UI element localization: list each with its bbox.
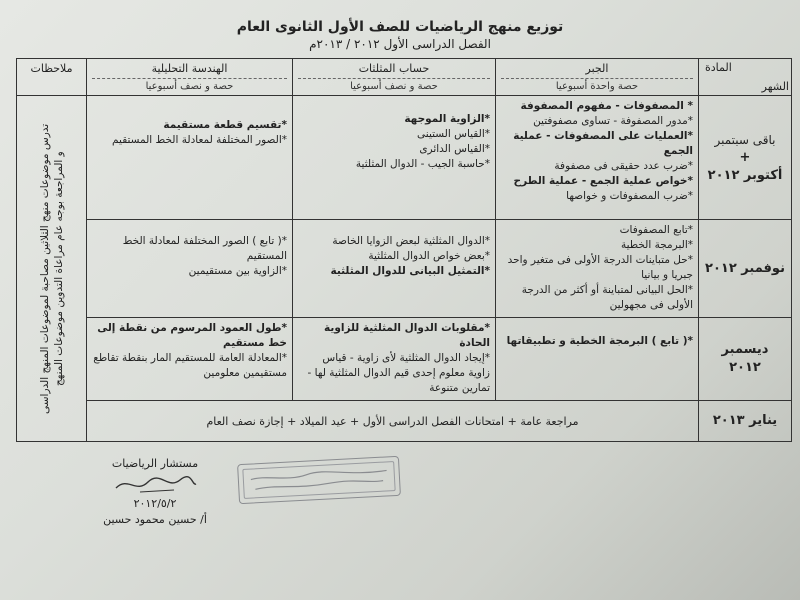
notes-line: و المراجعة بوجه عام مراعاة التدوين موضوعات المنهج xyxy=(52,151,65,387)
month-cell xyxy=(699,96,792,220)
notes-header-label: ملاحظات xyxy=(30,62,73,75)
topic-item: *الحل البيانى لمتباينة أو أكثر من الدرجة الأولى فى مجهولين xyxy=(521,284,693,312)
geometry-periods: حصة و نصف أسبوعيا xyxy=(92,78,287,92)
curriculum-table xyxy=(16,58,792,442)
month-cell xyxy=(699,401,792,442)
algebra-header-label: الجبر xyxy=(585,62,609,75)
algebra-cell xyxy=(496,318,699,401)
algebra-cell xyxy=(496,96,699,220)
signature-date: ٢٠١٢/٥/٢ xyxy=(133,497,177,510)
month-label: ديسمبر ٢٠١٢ xyxy=(721,342,769,376)
topic-item: *تابع المصفوفات xyxy=(619,224,693,237)
month-cell xyxy=(699,318,792,401)
month-label: نوفمبر ٢٠١٢ xyxy=(705,260,785,276)
topic-item: *مقلوبات الدوال المثلثية للزاوية الحادة xyxy=(324,322,490,350)
official-stamp-icon xyxy=(237,456,401,504)
signature-scribble-icon xyxy=(110,472,200,496)
final-row-text: مراجعة عامة + امتحانات الفصل الدراسى الأول + عيد الميلاد + إجازة نصف العام xyxy=(87,401,699,442)
title-block xyxy=(220,18,580,52)
month-label: باقى سبتمبر xyxy=(714,132,776,147)
topic-item: *( تابع ) الصور المختلفة لمعادلة الخط المستقيم xyxy=(122,235,287,263)
notes-cell xyxy=(17,96,87,442)
topic-item: *البرمجة الخطية xyxy=(620,239,693,252)
topic-item: *بعض خواص الدوال المثلثية xyxy=(368,250,490,263)
notes-line: تدرس موضوعات منهج الثلاثين مصاحبة لموضوعات المنهج الدراسى xyxy=(38,123,51,414)
table-row-sep-oct xyxy=(17,96,792,220)
signature-name: أ/ حسين محمود حسين xyxy=(103,513,207,526)
topic-item: *القياس الستينى xyxy=(417,128,490,141)
trig-periods: حصة و نصف أسبوعيا xyxy=(298,78,490,92)
topic-item: *المعادلة العامة للمستقيم المار بنقطة تقاطع مستقيمين معلومين xyxy=(93,352,287,380)
geometry-cell xyxy=(87,220,293,318)
topic-item: *التمثيل البيانى للدوال المثلثية xyxy=(330,265,490,278)
topic-item: *الزاوية بين مستقيمين xyxy=(188,265,287,278)
geometry-cell xyxy=(87,318,293,401)
month-label: أكتوبر ٢٠١٢ xyxy=(707,167,783,183)
topic-item: *طول العمود المرسوم من نقطة إلى خط مستقيم xyxy=(97,322,287,350)
topic-item: *ضرب عدد حقيقى فى مصفوفة xyxy=(554,160,693,173)
topic-item: *الزاوية الموجهة xyxy=(404,113,490,126)
topic-item: *الصور المختلفة لمعادلة الخط المستقيم xyxy=(112,134,287,147)
topic-item: *خواص عملية الجمع - عملية الطرح xyxy=(513,175,693,188)
trig-header-label: حساب المثلثات xyxy=(358,62,430,75)
topic-item: *حاسبة الجيب - الدوال المثلثية xyxy=(355,158,490,171)
geometry-header xyxy=(87,59,293,96)
topic-item: *مدور المصفوفة - تساوى مصفوفتين xyxy=(533,115,693,128)
topic-item: *حل متباينات الدرجة الأولى فى متغير واحد جبريا و بيانيا xyxy=(507,254,693,282)
signature-block xyxy=(80,456,230,528)
topic-item: *تقسيم قطعة مستقيمة xyxy=(163,119,287,132)
topic-item: *العمليات على المصفوفات - عملية الجمع xyxy=(513,130,693,158)
month-plus: + xyxy=(739,149,751,165)
month-cell xyxy=(699,220,792,318)
table-row-jan xyxy=(17,401,792,442)
trig-header xyxy=(293,59,496,96)
geometry-header-label: الهندسة التحليلية xyxy=(151,62,228,75)
notes-header xyxy=(17,59,87,96)
document-subtitle: الفصل الدراسى الأول ٢٠١٢ / ٢٠١٣م xyxy=(309,37,491,51)
topic-item: *ضرب المصفوفات و خواصها xyxy=(566,190,693,203)
table-row-dec xyxy=(17,318,792,401)
geometry-cell xyxy=(87,96,293,220)
topic-item: * المصفوفات - مفهوم المصفوفة xyxy=(520,100,693,113)
document-title: توزيع منهج الرياضيات للصف الأول الثانوى العام xyxy=(236,19,564,35)
trig-cell xyxy=(293,220,496,318)
subject-header-label: المادة xyxy=(705,61,732,74)
month-label: يناير ٢٠١٣ xyxy=(712,413,778,429)
table-row-nov xyxy=(17,220,792,318)
month-header-label: الشهر xyxy=(761,80,789,94)
algebra-header xyxy=(496,59,699,96)
topic-item: *إيجاد الدوال المثلثية لأى زاوية - قياس زاوية معلوم إحدى قيم الدوال المثلثية لها - تمارين متنوعة xyxy=(307,352,490,395)
algebra-cell xyxy=(496,220,699,318)
algebra-periods: حصة واحدة أسبوعيا xyxy=(501,78,693,92)
signature-role: مستشار الرياضيات xyxy=(111,457,199,470)
topic-item: *( تابع ) البرمجة الخطية و تطبيقاتها xyxy=(506,335,693,348)
trig-cell xyxy=(293,318,496,401)
topic-item: *الدوال المثلثية لبعض الزوايا الخاصة xyxy=(332,235,490,248)
trig-cell xyxy=(293,96,496,220)
topic-item: *القياس الدائرى xyxy=(419,143,490,156)
corner-header xyxy=(699,59,792,96)
table-header-row xyxy=(17,59,792,96)
notes-text xyxy=(38,104,66,434)
